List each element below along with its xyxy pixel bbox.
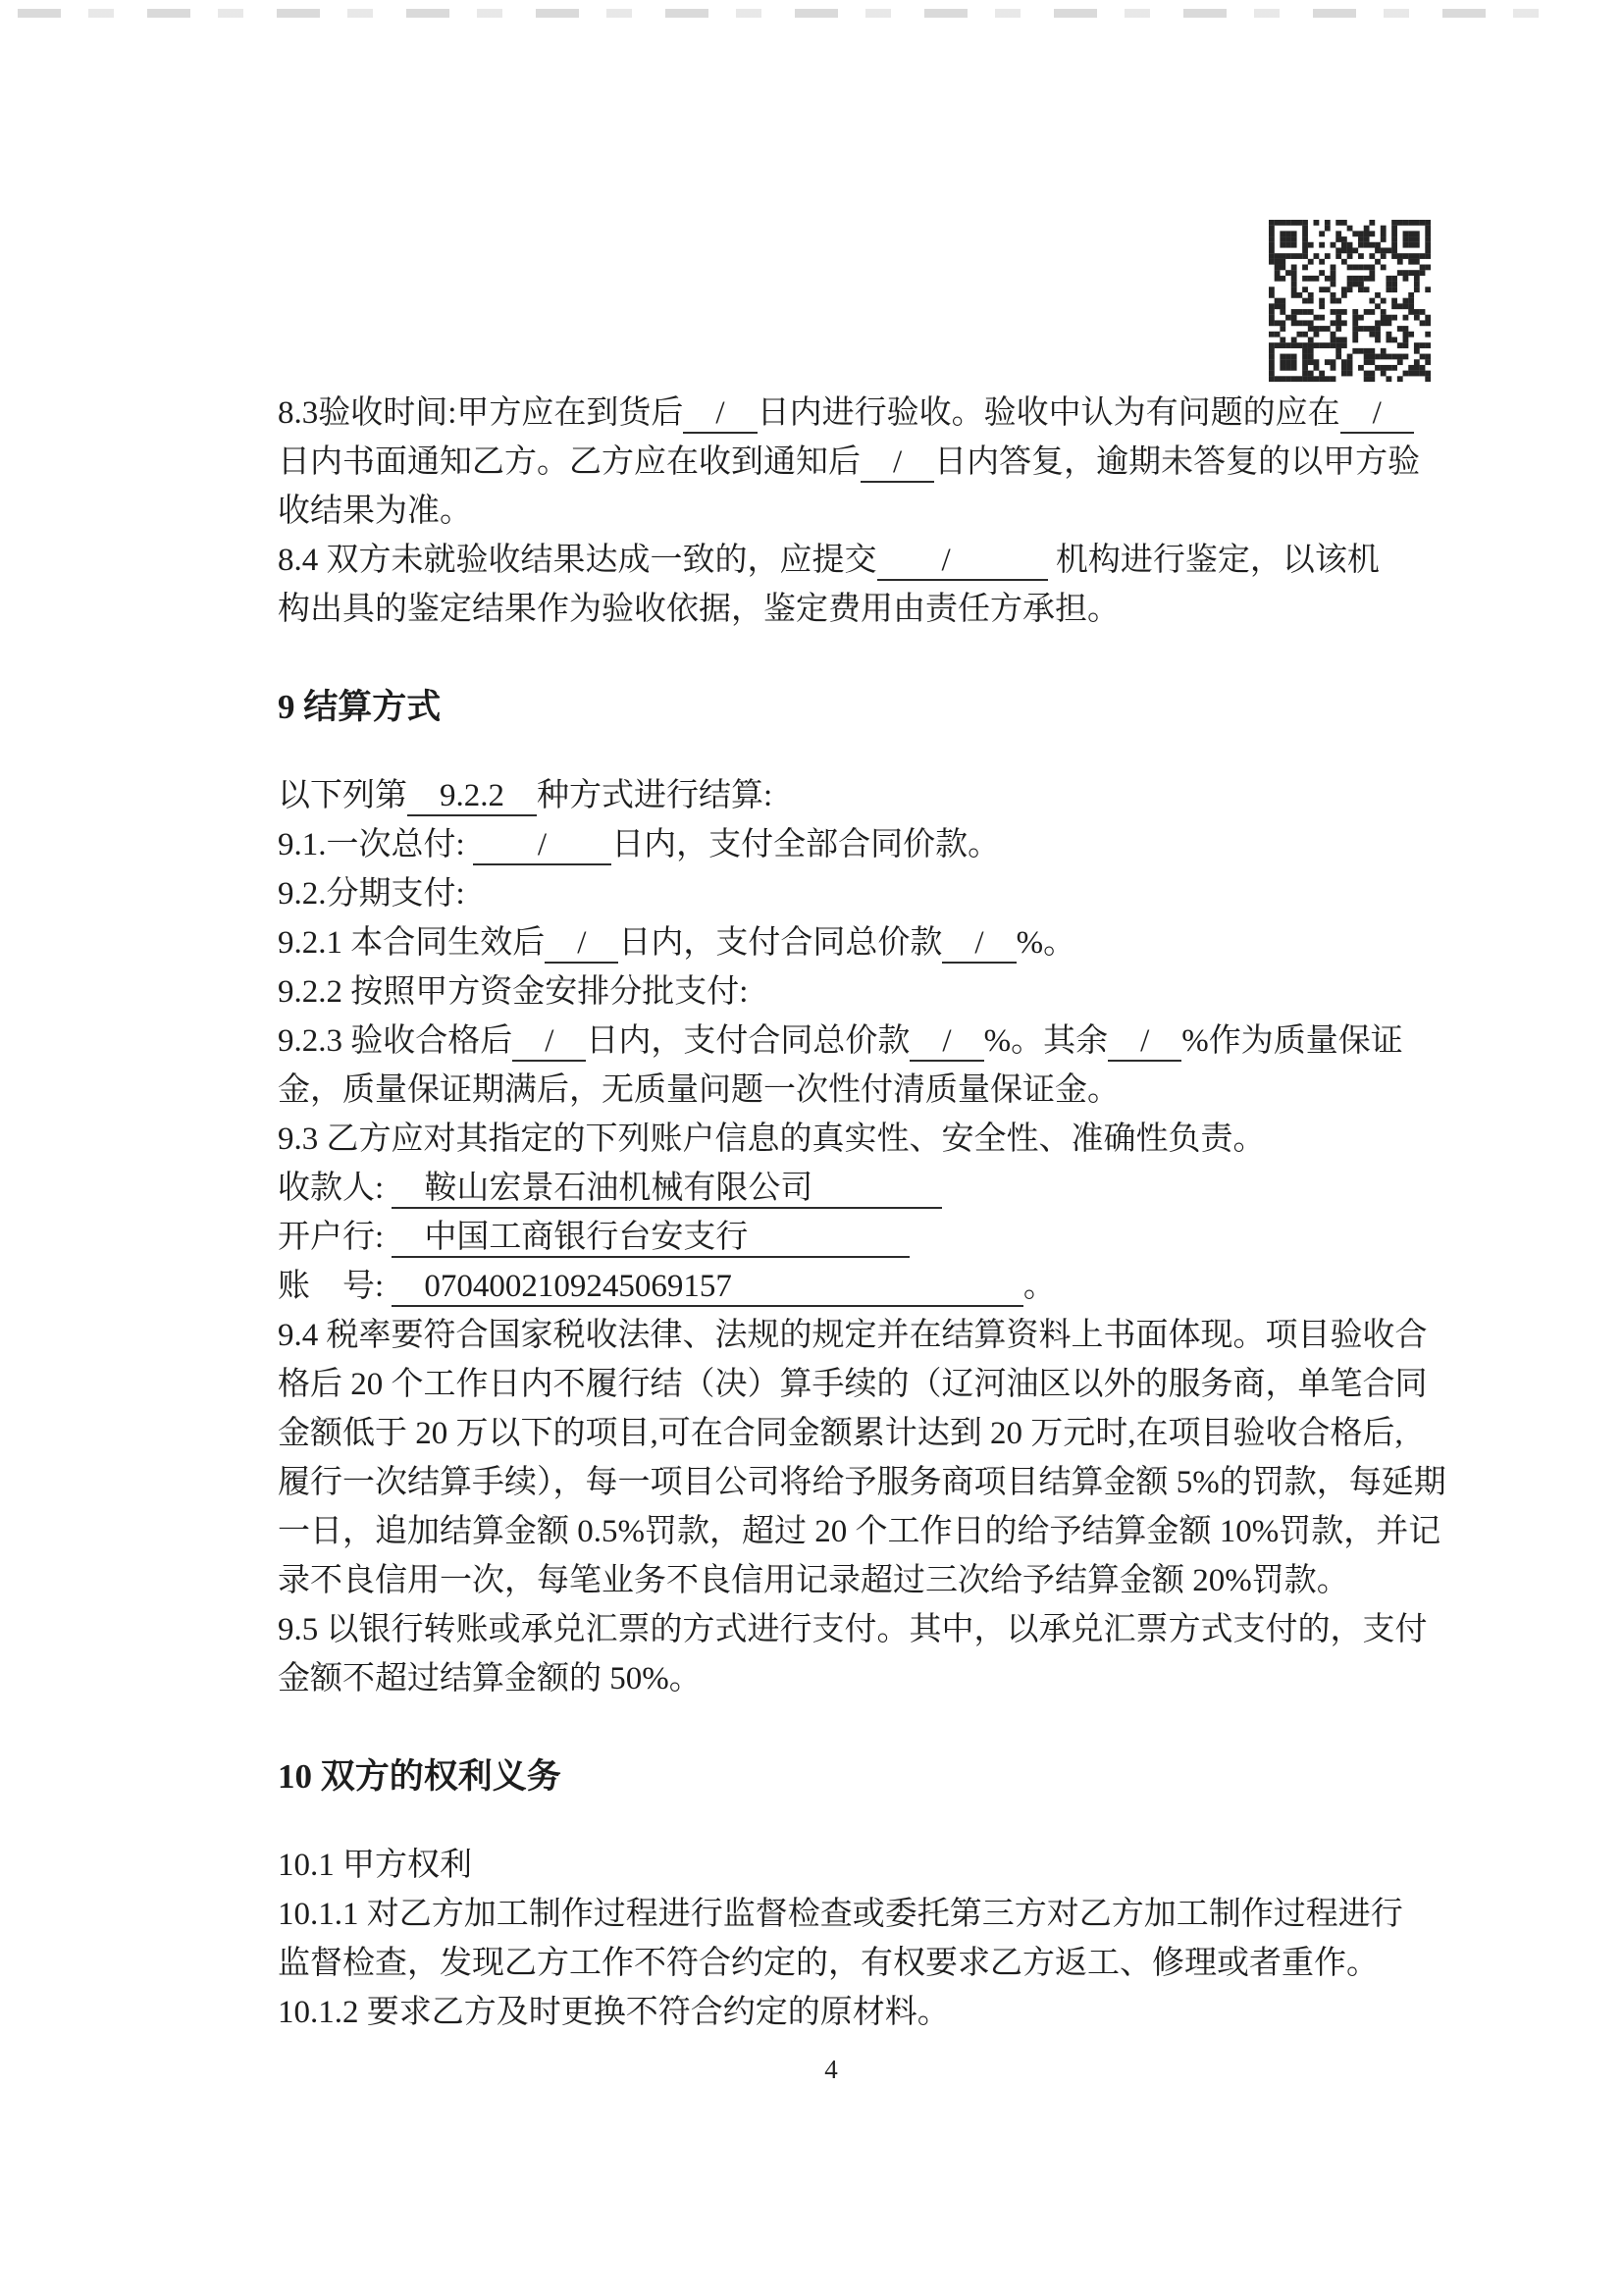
text-line (278, 487, 1436, 536)
text-run: %。其余 (983, 1023, 1109, 1059)
text-run: 8.3验收时间:甲方应在到货后 (278, 395, 684, 431)
blank-field: / (1340, 395, 1414, 434)
text-line (278, 1458, 1446, 1507)
text-run: 9.5 以银行转账或承兑汇票的方式进行支付。其中，以承兑汇票方式支付的，支付 (278, 1612, 1428, 1647)
blank-field: / (683, 395, 757, 434)
text-line (278, 1890, 1436, 1939)
text-run: 8.4 双方未就验收结果达成一致的，应提交 (278, 543, 877, 578)
text-run: 9.3 乙方应对其指定的下列账户信息的真实性、安全性、准确性负责。 (278, 1122, 1266, 1157)
text-line (278, 1115, 1436, 1164)
text-run: %。 (1016, 925, 1076, 961)
text-run: 10 双方的权利义务 (278, 1757, 561, 1796)
text-run: 金，质量保证期满后，无质量问题一次性付清质量保证金。 (278, 1072, 1120, 1108)
text-line (278, 918, 1436, 967)
text-line (278, 1409, 1436, 1458)
text-line (278, 1066, 1436, 1115)
text-run: 收款人: (278, 1171, 393, 1206)
text-run: 9.4 税率要符合国家税收法律、法规的规定并在结算资料上书面体现。项目验收合 (278, 1318, 1428, 1353)
text-line (278, 1841, 1436, 1890)
text-run: 10.1.2 要求乙方及时更换不符合约定的原材料。 (278, 1995, 950, 2030)
blank-field: 中国工商银行台安支行 (392, 1220, 910, 1258)
scan-artifact-strip (18, 9, 1563, 18)
text-run: 金额低于 20 万以下的项目,可在合同金额累计达到 20 万元时,在项目验收合格后, (278, 1416, 1403, 1451)
text-run: 。 (1022, 1269, 1056, 1304)
text-line (278, 536, 1436, 585)
text-run: 日内，支付全部合同价款。 (611, 827, 1001, 862)
text-run: 9.2.3 验收合格后 (278, 1023, 513, 1059)
text-run: 日内书面通知乙方。乙方应在收到通知后 (278, 444, 861, 480)
blank-field: 9.2.2 (407, 778, 537, 816)
blank-field: / (942, 925, 1016, 964)
blank-field: / (1108, 1023, 1181, 1062)
text-run: 日内，支付合同总价款 (618, 925, 943, 961)
text-run: 账 号: (278, 1269, 393, 1304)
document-body (278, 389, 1446, 2037)
blank-field: / (512, 1023, 586, 1062)
text-run: 种方式进行结算: (537, 778, 773, 813)
text-line (278, 1213, 1436, 1262)
page-number: 4 (824, 2055, 838, 2084)
text-line (278, 1311, 1436, 1360)
text-line (278, 389, 1436, 438)
blank-field: / (877, 543, 1048, 581)
text-line (278, 438, 1436, 487)
text-run: 10.1.1 对乙方加工制作过程进行监督检查或委托第三方对乙方加工制作过程进行 (278, 1897, 1403, 1932)
blank-field: 鞍山宏景石油机械有限公司 (392, 1171, 942, 1209)
text-line (278, 967, 1436, 1017)
text-line (278, 1507, 1441, 1556)
text-run: 9.2.分期支付: (278, 876, 465, 912)
text-run: 监督检查，发现乙方工作不符合约定的，有权要求乙方返工、修理或者重作。 (278, 1946, 1379, 1981)
text-run: 9.2.2 按照甲方资金安排分批支付: (278, 974, 749, 1010)
blank-field: 0704002109245069157 (392, 1269, 1023, 1307)
text-run: 构出具的鉴定结果作为验收依据，鉴定费用由责任方承担。 (278, 592, 1120, 627)
blank-field: / (473, 827, 611, 865)
text-run: 以下列第 (278, 778, 407, 813)
text-line (278, 1605, 1436, 1654)
text-line (278, 771, 1436, 820)
text-run: 9.1.一次总付: (278, 827, 473, 862)
text-run: 日内，支付合同总价款 (586, 1023, 911, 1059)
text-run: 日内答复，逾期未答复的以甲方验 (934, 444, 1421, 480)
text-line (278, 1654, 1436, 1703)
qr-code-icon (1269, 216, 1431, 386)
text-run: 一日，追加结算金额 0.5%罚款，超过 20 个工作日的给予结算金额 10%罚款，并记 (278, 1514, 1441, 1549)
text-line (278, 1164, 1436, 1213)
section-heading (278, 683, 1436, 732)
text-line (278, 820, 1436, 869)
text-line (278, 1017, 1436, 1066)
blank-field: / (545, 925, 618, 964)
text-line (278, 1939, 1436, 1988)
text-line (278, 1262, 1436, 1311)
text-run: %作为质量保证 (1181, 1023, 1403, 1059)
blank-field: / (910, 1023, 983, 1062)
text-run: 9.2.1 本合同生效后 (278, 925, 546, 961)
blank-field: / (861, 444, 934, 483)
text-run: 金额不超过结算金额的 50%。 (278, 1661, 702, 1696)
text-run: 10.1 甲方权利 (278, 1848, 472, 1883)
text-run: 录不良信用一次，每笔业务不良信用记录超过三次给予结算金额 20%罚款。 (278, 1563, 1349, 1598)
text-line (278, 869, 1436, 918)
text-run: 开户行: (278, 1220, 393, 1255)
text-line (278, 585, 1436, 634)
text-run: 机构进行鉴定，以该机 (1047, 543, 1380, 578)
text-run: 日内进行验收。验收中认为有问题的应在 (757, 395, 1340, 431)
text-run: 履行一次结算手续），每一项目公司将给予服务商项目结算金额 5%的罚款，每延期 (278, 1465, 1446, 1500)
text-line (278, 1360, 1436, 1409)
text-line (278, 1556, 1436, 1605)
section-heading (278, 1752, 1436, 1801)
text-run: 收结果为准。 (278, 494, 472, 529)
text-run: 格后 20 个工作日内不履行结（决）算手续的（辽河油区以外的服务商，单笔合同 (278, 1367, 1428, 1402)
text-line (278, 1988, 1436, 2037)
text-run: 9 结算方式 (278, 688, 442, 726)
